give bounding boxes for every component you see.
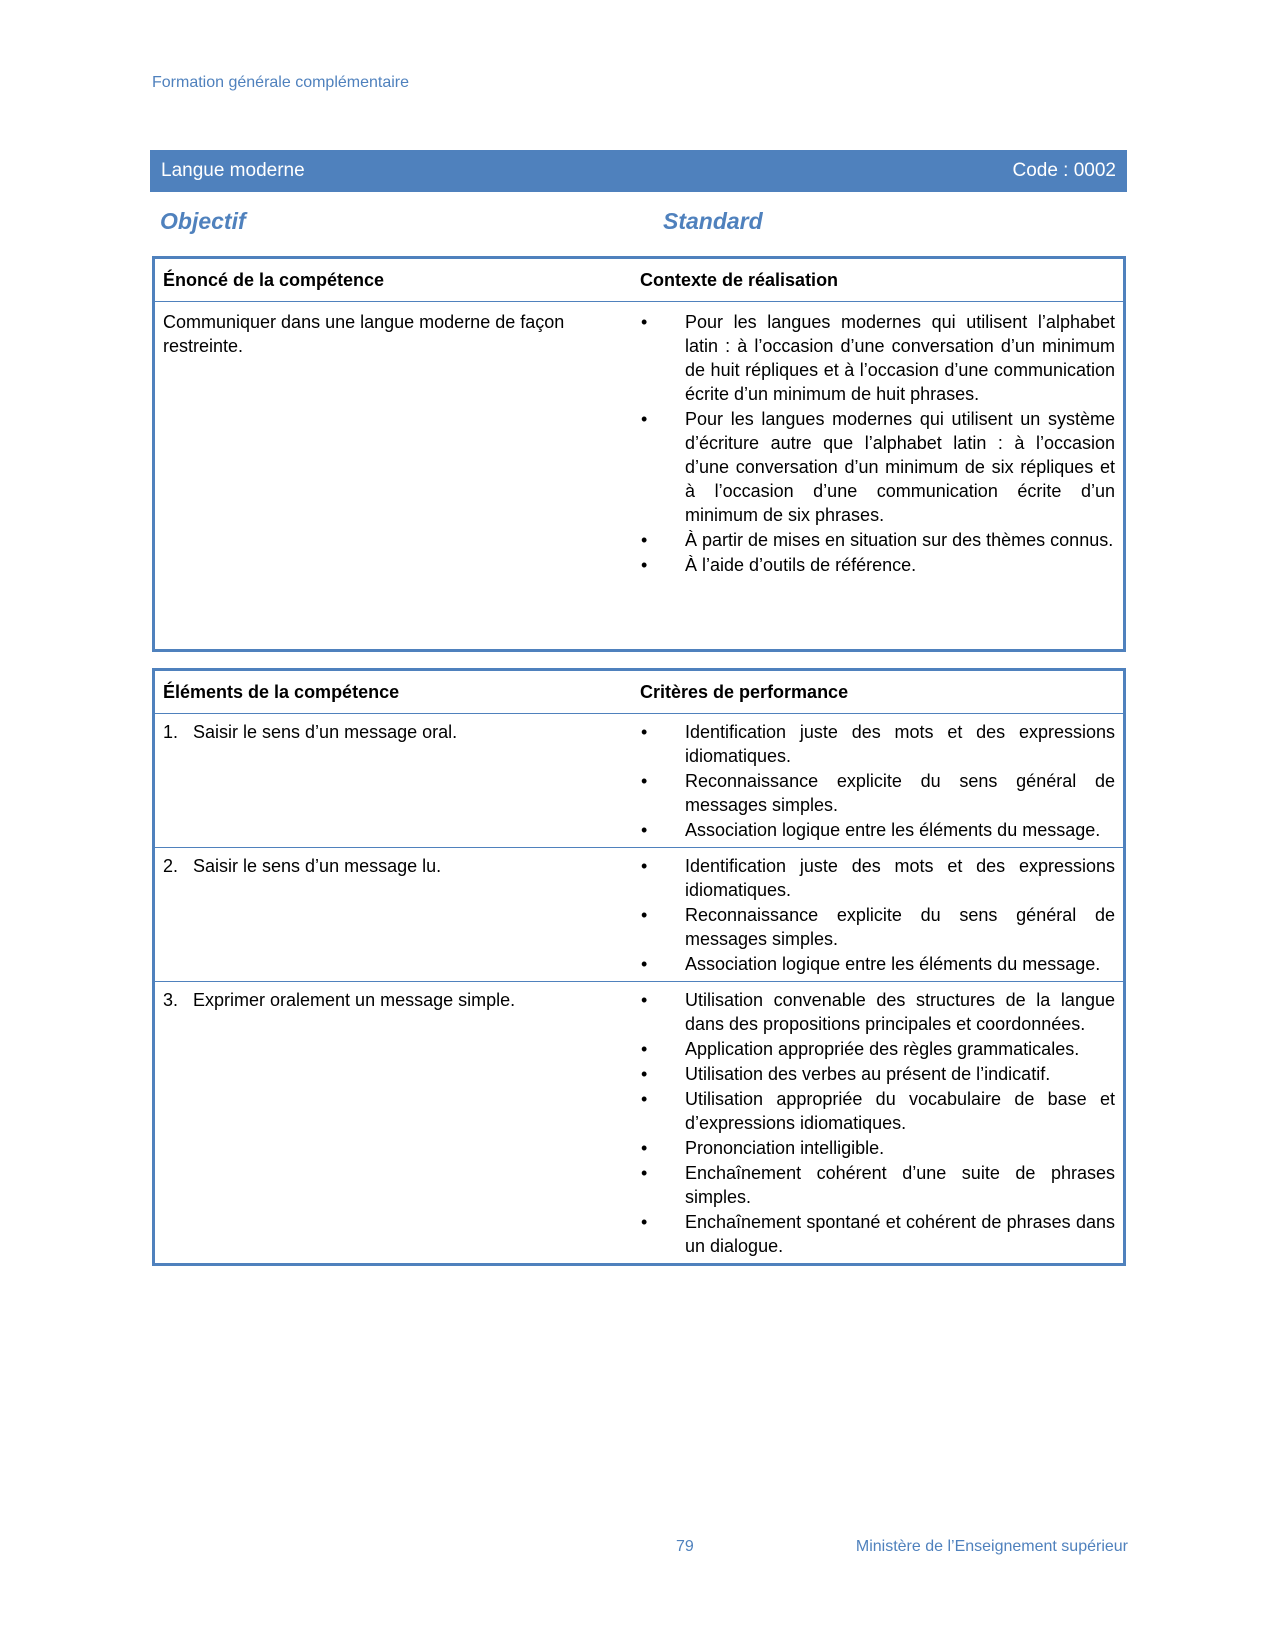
element-text: Saisir le sens d’un message lu. bbox=[193, 856, 442, 876]
title-bar bbox=[150, 150, 1127, 192]
element-number: 2. bbox=[163, 856, 179, 876]
list-item: • Enchaînement cohérent d’une suite de phrases simples. bbox=[641, 1163, 1115, 1207]
list-item: • Pour les langues modernes qui utilisent l’alphabet latin : à l’occasion d’une conversation d’un minimum de huit répliques et à l’occasion d’une communication écrite d’un minimum de huit phrases. bbox=[641, 312, 1115, 404]
standard-heading: Standard bbox=[663, 208, 763, 234]
contexte-header: Contexte de réalisation bbox=[640, 270, 839, 290]
course-code: Code : 0002 bbox=[1012, 160, 1116, 181]
criteria-list bbox=[640, 854, 1115, 976]
element-number: 3. bbox=[163, 990, 179, 1010]
objectif-heading: Objectif bbox=[160, 208, 246, 234]
table-row bbox=[155, 714, 1123, 848]
table-row bbox=[155, 982, 1123, 1263]
enonce-header: Énoncé de la compétence bbox=[163, 270, 385, 290]
competence-row bbox=[155, 302, 1123, 582]
competence-table bbox=[152, 256, 1126, 652]
table-row bbox=[155, 848, 1123, 982]
list-item: • Association logique entre les éléments du message. bbox=[641, 820, 1101, 840]
element-text: Exprimer oralement un message simple. bbox=[193, 990, 516, 1010]
list-item: • Application appropriée des règles grammaticales. bbox=[641, 1039, 1080, 1059]
list-item: • Identification juste des mots et des expressions idiomatiques. bbox=[641, 856, 1115, 900]
list-item: • Association logique entre les éléments du message. bbox=[641, 954, 1101, 974]
objective-standard-row bbox=[160, 208, 1120, 238]
list-item: • Pour les langues modernes qui utilisent un système d’écriture autre que l’alphabet latin : à l’occasion d’une conversation d’un minimum de six répliques et à l’occasion d’une communication écrite d’un minimum de six phrases. bbox=[641, 409, 1115, 525]
course-title: Langue moderne bbox=[161, 160, 305, 181]
elements-header: Éléments de la compétence bbox=[163, 682, 400, 702]
criteres-header: Critères de performance bbox=[640, 682, 849, 702]
list-item: • Utilisation des verbes au présent de l’indicatif. bbox=[641, 1064, 1051, 1084]
competence-table-header bbox=[155, 259, 1123, 302]
element-text: Saisir le sens d’un message oral. bbox=[193, 722, 458, 742]
criteria-list bbox=[640, 720, 1115, 842]
running-header: Formation générale complémentaire bbox=[152, 74, 410, 91]
elements-table bbox=[152, 668, 1126, 1266]
list-item: • Utilisation convenable des structures de la langue dans des propositions principales et coordonnées. bbox=[641, 990, 1115, 1034]
list-item: • Identification juste des mots et des expressions idiomatiques. bbox=[641, 722, 1115, 766]
list-item: • Enchaînement spontané et cohérent de phrases dans un dialogue. bbox=[641, 1212, 1115, 1256]
list-item: • Reconnaissance explicite du sens général de messages simples. bbox=[641, 905, 1115, 949]
elements-table-header bbox=[155, 671, 1123, 714]
list-item: • Reconnaissance explicite du sens général de messages simples. bbox=[641, 771, 1115, 815]
list-item: • Utilisation appropriée du vocabulaire de base et d’expressions idiomatiques. bbox=[641, 1089, 1115, 1133]
list-item: • À l’aide d’outils de référence. bbox=[641, 555, 917, 575]
list-item: • Prononciation intelligible. bbox=[641, 1138, 885, 1158]
contexte-list bbox=[640, 310, 1115, 577]
element-number: 1. bbox=[163, 722, 179, 742]
page-number: 79 bbox=[676, 1538, 694, 1555]
criteria-list bbox=[640, 988, 1115, 1258]
page-footer bbox=[676, 1538, 1128, 1556]
ministry-name: Ministère de l’Enseignement supérieur bbox=[855, 1538, 1128, 1555]
list-item: • À partir de mises en situation sur des thèmes connus. bbox=[641, 530, 1114, 550]
enonce-text: Communiquer dans une langue moderne de façon restreinte. bbox=[163, 312, 565, 356]
